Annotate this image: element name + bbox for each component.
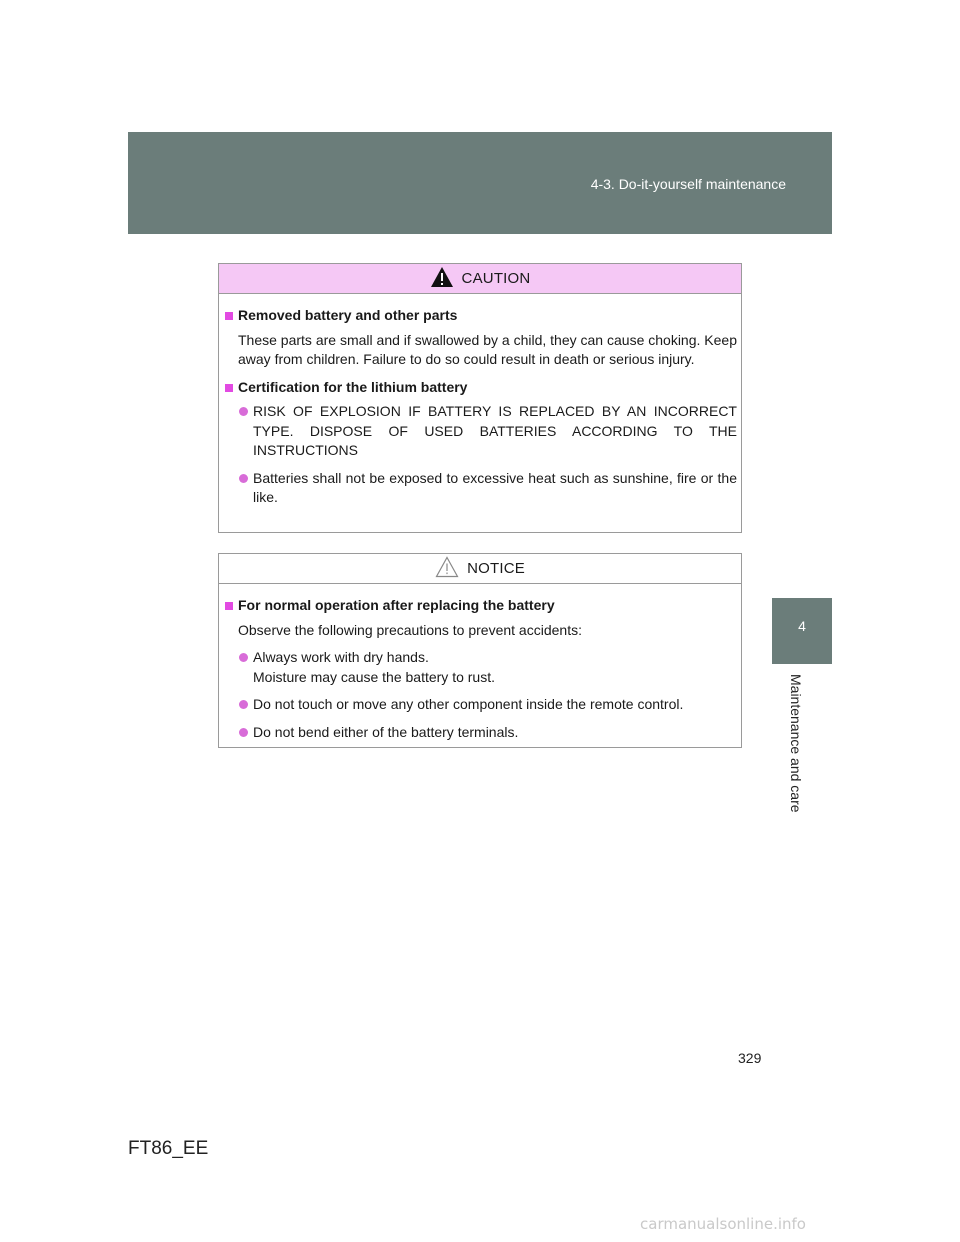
chapter-tab-label-wrapper — [788, 674, 812, 814]
notice-bullet-2: Do not touch or move any other component inside the remote control. — [253, 696, 684, 712]
dot-bullet-icon — [239, 653, 248, 662]
caution-title: CAUTION — [461, 270, 531, 287]
square-bullet-icon — [225, 602, 233, 610]
dot-bullet-icon — [239, 407, 248, 416]
dot-bullet-icon — [239, 728, 248, 737]
notice-heading-normal-operation — [223, 596, 737, 616]
chapter-tab-number: 4 — [772, 598, 832, 664]
notice-body — [219, 584, 741, 742]
watermark: carmanualsonline.info — [640, 1215, 806, 1233]
notice-header — [219, 554, 741, 584]
caution-heading-removed-battery — [223, 306, 737, 326]
document-code: FT86_EE — [128, 1138, 209, 1159]
notice-bullet-3: Do not bend either of the battery terminals. — [253, 723, 519, 740]
dot-bullet-icon — [239, 700, 248, 709]
notice-title: NOTICE — [467, 560, 525, 577]
notice-paragraph: Observe the following precautions to prevent accidents: — [238, 621, 582, 638]
list-item — [223, 695, 737, 715]
caution-heading-2-text: Certification for the lithium battery — [238, 378, 468, 395]
caution-bullet-1: RISK OF EXPLOSION IF BATTERY IS REPLACED BY AN INCORRECT TYPE. DISPOSE OF USED BATTERIES ACCORDING TO THE INSTRUCTIONS — [253, 403, 737, 458]
caution-paragraph-1: These parts are small and if swallowed by a child, they can cause choking. Keep away from children. Failure to do so could result in death or serious injury. — [238, 331, 737, 367]
page-number: 329 — [738, 1050, 762, 1066]
chapter-tab-label: Maintenance and care — [788, 674, 804, 813]
list-item — [223, 648, 737, 687]
square-bullet-icon — [225, 384, 233, 392]
list-item — [223, 469, 737, 508]
notice-heading-text: For normal operation after replacing the battery — [238, 597, 555, 613]
list-item — [223, 402, 737, 461]
caution-heading-1-text: Removed battery and other parts — [238, 307, 458, 323]
header-band — [128, 132, 832, 234]
notice-bullet-1 — [253, 648, 737, 687]
notice-bullet-1-line-2: Moisture may cause the battery to rust. — [253, 668, 495, 685]
notice-bullet-1-line-1: Always work with dry hands. — [253, 649, 429, 665]
list-item — [223, 723, 737, 743]
caution-body — [219, 294, 741, 508]
section-title: 4-3. Do-it-yourself maintenance — [590, 176, 786, 192]
caution-heading-lithium-battery — [223, 378, 737, 398]
caution-bullet-2: Batteries shall not be exposed to excessive heat such as sunshine, fire or the like. — [253, 469, 737, 505]
warning-triangle-icon — [430, 266, 454, 288]
caution-header — [219, 264, 741, 294]
dot-bullet-icon — [239, 474, 248, 483]
square-bullet-icon — [225, 312, 233, 320]
notice-box — [218, 553, 742, 748]
warning-triangle-outline-icon — [435, 556, 459, 578]
caution-box — [218, 263, 742, 533]
